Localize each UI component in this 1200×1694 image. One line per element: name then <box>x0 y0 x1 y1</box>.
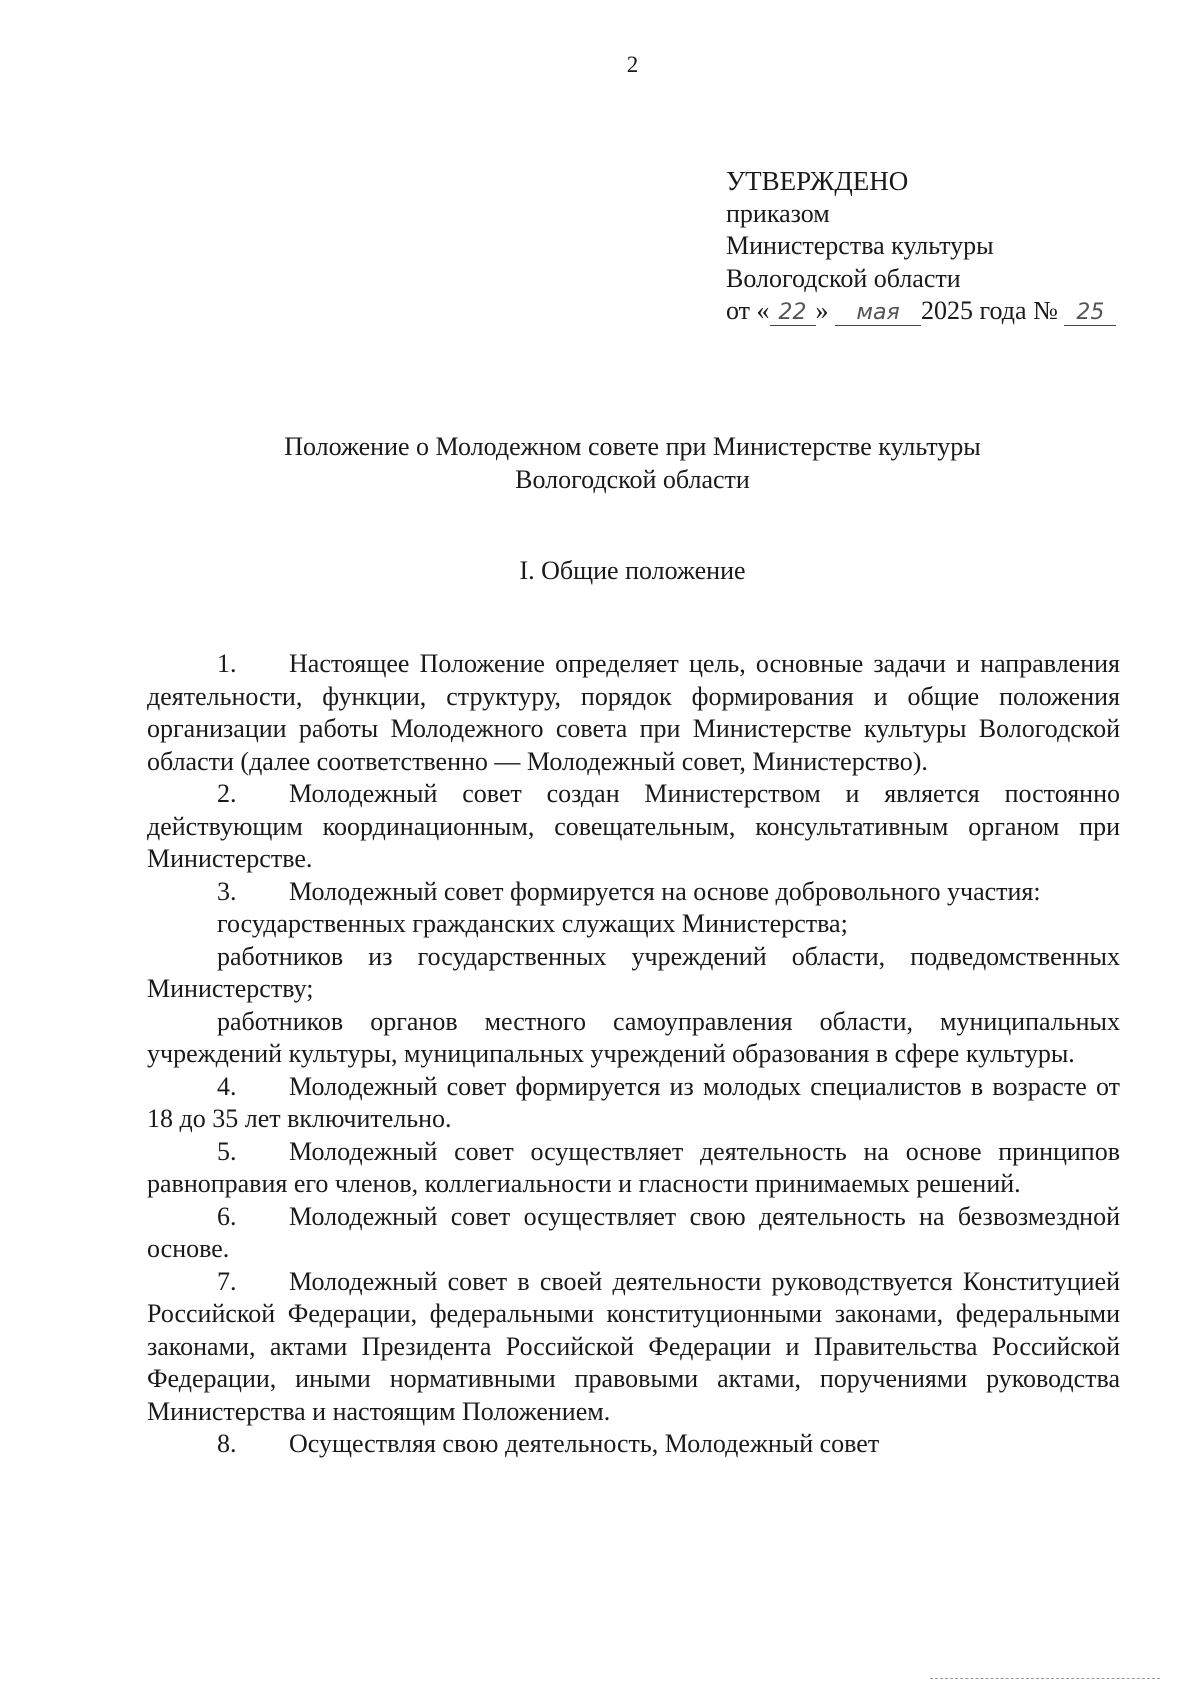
sub-item-2: работников из государственных учреждений области, подведомственных Министерству; <box>147 941 1120 1003</box>
paragraph-7 <box>147 1266 1120 1429</box>
paragraph-8 <box>147 1428 1120 1461</box>
paragraph-6 <box>147 1201 1120 1266</box>
footer-divider <box>930 1678 1160 1679</box>
paragraph-text: Молодежный совет формируется из молодых специалистов в возрасте от 18 до 35 лет включительно. <box>147 1071 1120 1133</box>
section-title: I. Общие положение <box>519 556 746 585</box>
sub-item-1: государственных гражданских служащих Министерства; <box>217 909 848 938</box>
title-line-1: Положение о Молодежном совете при Министерстве культуры <box>284 432 981 461</box>
date-close: » <box>815 296 829 325</box>
paragraph-number: 5. <box>217 1136 237 1166</box>
paragraph-number: 3. <box>217 876 237 906</box>
paragraph-number: 8. <box>217 1429 237 1458</box>
document-body <box>147 648 1120 1461</box>
paragraph-number: 6. <box>217 1201 237 1231</box>
paragraph-1 <box>147 648 1120 778</box>
sub-item-3: работников органов местного самоуправления области, муниципальных учреждений культуры, муниципальных учреждений образования в сфере культуры. <box>147 1006 1120 1068</box>
title-line-2: Вологодской области <box>515 465 750 494</box>
paragraph-text: Осуществляя свою деятельность, Молодежный совет <box>289 1429 880 1458</box>
approval-heading: УТВЕРЖДЕНО <box>726 166 909 196</box>
approval-date-line <box>726 295 1176 328</box>
handwritten-month: мая <box>835 301 921 326</box>
date-year: 2025 года № <box>921 296 1058 325</box>
paragraph-4 <box>147 1071 1120 1136</box>
paragraph-text: Настоящее Положение определяет цель, основные задачи и направления деятельности, функции, структуру, порядок формирования и общие положения организации работы Молодежного совета при Министерстве культуры Вологодской области (далее соответственно — Молодежный совет, Министерство). <box>147 649 1120 776</box>
approval-line-1: приказом <box>726 198 830 228</box>
paragraph-text: Молодежный совет формируется на основе добровольного участия: <box>289 876 1041 906</box>
paragraph-number: 4. <box>217 1071 237 1101</box>
approval-line-3: Вологодской области <box>726 263 961 293</box>
paragraph-text: Молодежный совет осуществляет деятельность на основе принципов равноправия его членов, коллегиальности и гласности принимаемых решений. <box>147 1136 1120 1198</box>
paragraph-number: 1. <box>217 649 237 678</box>
paragraph-text: Молодежный совет осуществляет свою деятельность на безвозмездной основе. <box>147 1201 1120 1263</box>
paragraph-2 <box>147 778 1120 876</box>
paragraph-number: 2. <box>217 779 237 808</box>
page-number: 2 <box>626 52 639 77</box>
handwritten-day: 22 <box>770 301 816 326</box>
paragraph-text: Молодежный совет в своей деятельности руководствуется Конституцией Российской Федерации, федеральными конституционными законами, федеральными законами, актами Президента Российской Федерации и Правительства Российской Федерации, иными нормативными правовыми актами, поручениями руководства Министерства и настоящим Положением. <box>147 1266 1120 1426</box>
document-title <box>145 430 1120 496</box>
date-prefix: от « <box>726 296 770 325</box>
paragraph-number: 7. <box>217 1266 237 1296</box>
paragraph-3 <box>147 876 1120 909</box>
paragraph-text: Молодежный совет создан Министерством и является постоянно действующим координационным, совещательным, консультативным органом при Министерстве. <box>147 779 1120 873</box>
handwritten-order-number: 25 <box>1064 301 1116 326</box>
paragraph-5 <box>147 1136 1120 1201</box>
approval-block <box>726 165 1176 328</box>
approval-line-2: Министерства культуры <box>726 231 994 260</box>
